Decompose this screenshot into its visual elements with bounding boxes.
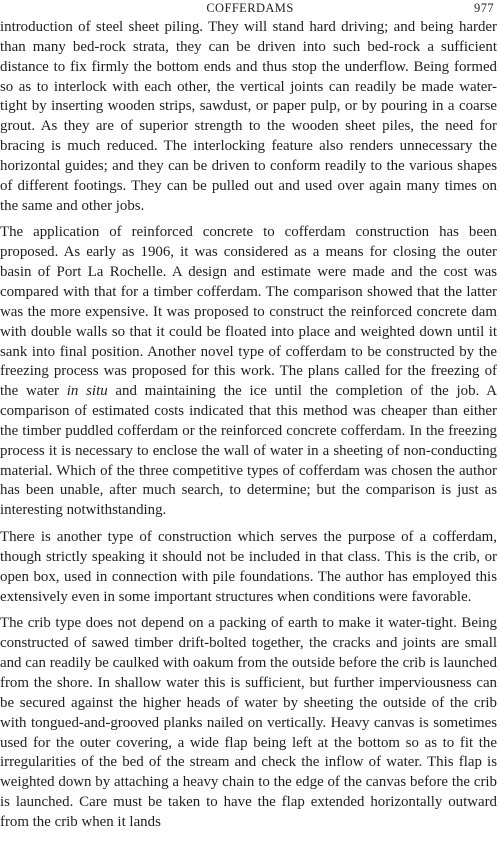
paragraph-text-part: The application of reinforced concrete to cofferdam construction has been proposed. As early as 1906, it was considered as a means for closing the outer basin of Port La Rochelle. A design and estimate were made and the cost was compared with that for a timber cofferdam. The comparison showed that the latter was the more expensive. It was proposed to construct the reinforced concrete dam with double walls so that it could be floated into place and weighted down until it sank into final position. Another novel type of cofferdam to be constructed by the freezing process was proposed for this work. The plans called for the freezing of the water xyxy=(0,224,497,400)
running-head xyxy=(0,1,500,17)
body-text xyxy=(0,18,497,833)
paragraph-reinforced-concrete xyxy=(0,223,497,521)
paragraph-crib-construction: There is another type of construction which serves the purpose of a cofferdam, though strictly speaking it should not be included in that class. This is the crib, or open box, used in connection with pile foundations. The author has employed this extensively even in some important structures when conditions were favorable. xyxy=(0,529,497,605)
paragraph-text-part: and maintaining the ice until the completion of the job. A comparison of estimated costs indicated that this method was cheaper than either the timber puddled cofferdam or the reinforced concrete cofferdam. In the freezing process it is necessary to enclose the wall of water in a sheeting of non-conducting material. Which of the three competitive types of cofferdam was chosen the author has been unable, after much search, to determine; but the comparison is just as interesting notwithstanding. xyxy=(0,383,497,519)
paragraph-crib-water-tightness: The crib type does not depend on a packing of earth to make it water-tight. Being constructed of sawed timber drift-bolted together, the cracks and joints are small and can readily be caulked with oakum from the outside before the crib is launched from the shore. In shallow water this is sufficient, but further imperviousness can be secured against the higher heads of water by sheeting the outside of the crib with tongued-and-grooved planks nailed on vertically. Heavy canvas is sometimes used for the outer covering, a wide flap being left at the bottom so as to fit the irregularities of the bed of the stream and check the inflow of water. This flap is weighted down by attaching a heavy chain to the edge of the canvas before the crib is launched. Care must be taken to have the flap extended horizontally outward from the crib when it lands xyxy=(0,615,497,830)
italic-term: in situ xyxy=(66,383,108,400)
running-title: COFFERDAMS xyxy=(206,1,294,15)
page-number: 977 xyxy=(474,1,494,15)
paragraph-steel-sheet-piling: introduction of steel sheet piling. They will stand hard driving; and being harder than many bed-rock strata, they can be driven into such bed-rock a sufficient distance to fix firmly the bottom ends and thus stop the underflow. Being formed so as to interlock with each other, the vertical joints can readily be made water-tight by inserting wooden strips, sawdust, or paper pulp, or by pouring in a coarse grout. As they are of superior strength to the wooden sheet piles, the need for bracing is much reduced. The interlocking feature also renders unnecessary the horizontal guides; and they can be driven to conform readily to the various shapes of different footings. They can be pulled out and used over again many times on the same and other jobs. xyxy=(0,19,497,214)
